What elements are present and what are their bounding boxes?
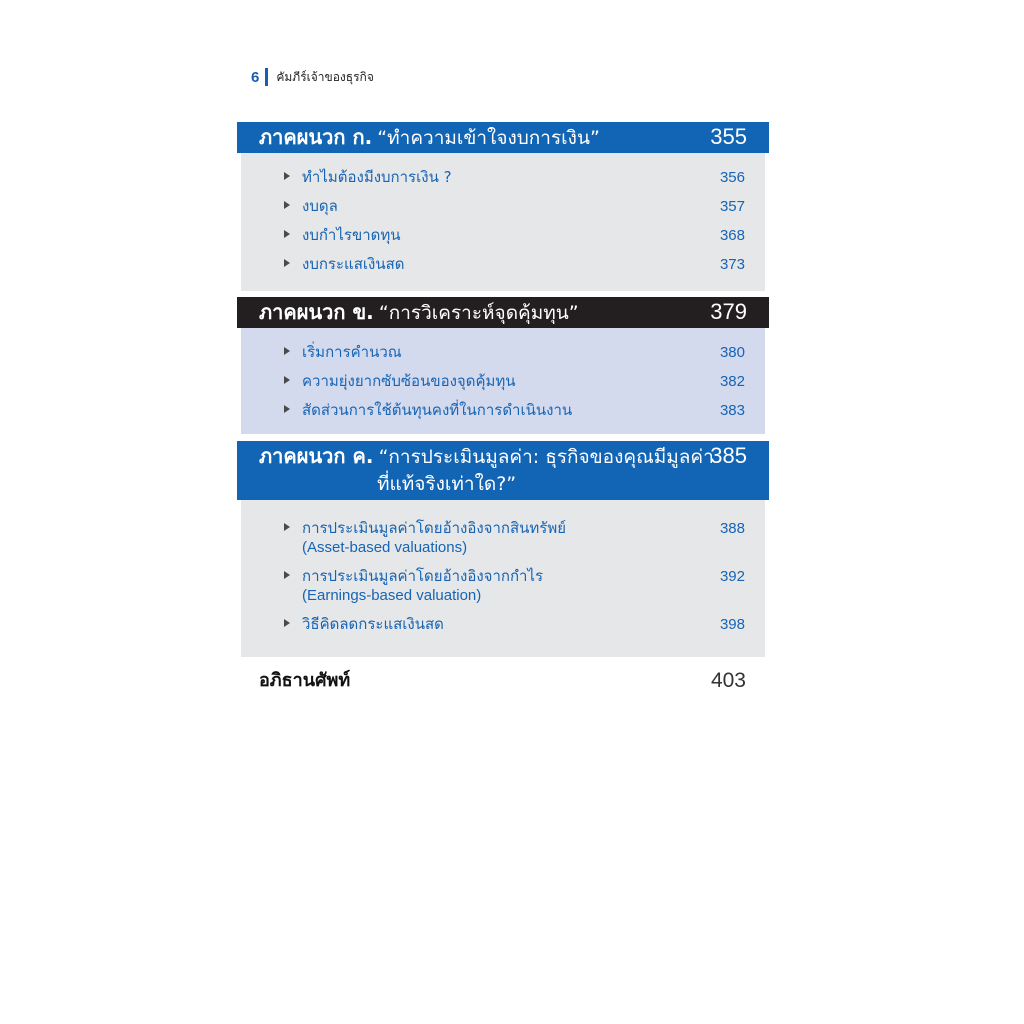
toc-item[interactable] xyxy=(241,192,765,221)
header-divider xyxy=(265,68,268,86)
bullet-arrow-icon xyxy=(284,405,290,413)
toc-item-page: 356 xyxy=(719,169,745,186)
appendix-b-section xyxy=(237,297,769,434)
appendix-b-items xyxy=(241,328,765,434)
toc-item-text: ทำไมต้องมีงบการเงิน ? xyxy=(302,168,452,186)
appendix-a-label: ภาคผนวก ก. xyxy=(259,125,373,149)
toc-item[interactable] xyxy=(241,338,765,367)
appendix-a-section xyxy=(237,122,769,291)
appendix-b-title: “การวิเคราะห์จุดคุ้มทุน” xyxy=(378,302,579,324)
appendix-a-items xyxy=(241,153,765,291)
page-number: 6 xyxy=(251,68,260,86)
toc-item[interactable] xyxy=(241,163,765,192)
glossary-entry[interactable] xyxy=(259,666,746,696)
toc-item-text: งบดุล xyxy=(302,197,338,215)
appendix-a-header xyxy=(237,122,769,153)
toc-item-text: งบกำไรขาดทุน xyxy=(302,226,401,244)
toc-item-page: 382 xyxy=(719,373,745,390)
toc-item-subtitle: (Asset-based valuations) xyxy=(302,539,468,556)
appendix-c-label: ภาคผนวก ค. xyxy=(259,444,374,468)
bullet-arrow-icon xyxy=(284,230,290,238)
toc-item[interactable] xyxy=(241,610,765,639)
book-title: คัมภีร์เจ้าของธุรกิจ xyxy=(276,69,374,84)
bullet-arrow-icon xyxy=(284,172,290,180)
toc-item-page: 398 xyxy=(719,616,745,633)
appendix-c-page: 385 xyxy=(710,443,747,468)
toc-item-page: 392 xyxy=(719,568,745,585)
bullet-arrow-icon xyxy=(284,523,290,531)
appendix-c-header xyxy=(237,441,769,500)
appendix-b-label: ภาคผนวก ข. xyxy=(259,300,374,324)
toc-item-text: วิธีคิดลดกระแสเงินสด xyxy=(302,615,444,633)
appendix-b-page: 379 xyxy=(710,299,747,324)
toc-item-text: เริ่มการคำนวณ xyxy=(302,343,402,361)
bullet-arrow-icon xyxy=(284,619,290,627)
appendix-b-header xyxy=(237,297,769,328)
toc-item-text: การประเมินมูลค่าโดยอ้างอิงจากกำไร xyxy=(302,567,544,585)
bullet-arrow-icon xyxy=(284,259,290,267)
bullet-arrow-icon xyxy=(284,376,290,384)
toc-item-text: งบกระแสเงินสด xyxy=(302,255,405,273)
toc-item-page: 357 xyxy=(719,198,745,215)
toc-item[interactable] xyxy=(241,514,765,562)
toc-item-subtitle: (Earnings-based valuation) xyxy=(302,587,482,604)
toc-item-page: 368 xyxy=(719,227,745,244)
toc-item[interactable] xyxy=(241,221,765,250)
bullet-arrow-icon xyxy=(284,347,290,355)
appendix-a-page: 355 xyxy=(710,124,747,149)
toc-item-page: 388 xyxy=(719,520,745,537)
appendix-c-title: “การประเมินมูลค่า: ธุรกิจของคุณมีมูลค่า xyxy=(378,446,714,468)
appendix-c-title-line2: ที่แท้จริงเท่าใด?” xyxy=(377,473,517,495)
toc-item[interactable] xyxy=(241,367,765,396)
toc-item-text: สัดส่วนการใช้ต้นทุนคงที่ในการดำเนินงาน xyxy=(302,401,573,419)
toc-item-text: ความยุ่งยากซับซ้อนของจุดคุ้มทุน xyxy=(302,372,516,390)
appendix-c-section xyxy=(237,441,769,657)
running-header xyxy=(251,66,374,88)
toc-item[interactable] xyxy=(241,250,765,279)
bullet-arrow-icon xyxy=(284,571,290,579)
glossary-page: 403 xyxy=(710,669,746,692)
toc-item-page: 383 xyxy=(719,402,745,419)
toc-item-text: การประเมินมูลค่าโดยอ้างอิงจากสินทรัพย์ xyxy=(302,519,567,537)
appendix-c-items xyxy=(241,500,765,657)
toc-item-page: 373 xyxy=(719,256,745,273)
toc-item-page: 380 xyxy=(719,344,745,361)
appendix-a-title: “ทำความเข้าใจงบการเงิน” xyxy=(377,127,600,149)
bullet-arrow-icon xyxy=(284,201,290,209)
toc-item[interactable] xyxy=(241,562,765,610)
toc-item[interactable] xyxy=(241,396,765,425)
glossary-label: อภิธานศัพท์ xyxy=(259,670,351,691)
